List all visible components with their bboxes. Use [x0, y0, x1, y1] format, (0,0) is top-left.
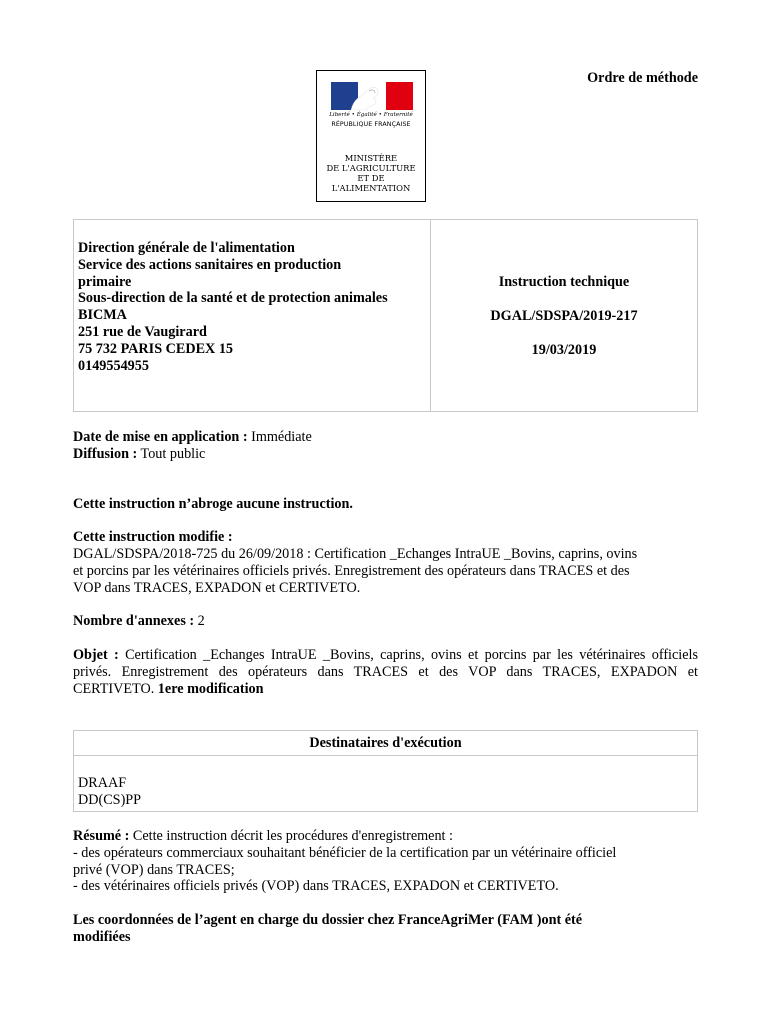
modifie-line: et porcins par les vétérinaires officiels privés. Enregistrement des opérateurs dans TRACES et des	[73, 562, 630, 579]
sender-address	[78, 240, 428, 374]
reference-block	[431, 220, 697, 411]
logo-republic: RÉPUBLIQUE FRANÇAISE	[331, 121, 411, 128]
resume-label: Résumé :	[73, 828, 130, 844]
ministry-line: ET DE	[357, 173, 385, 183]
modifie-line: DGAL/SDSPA/2018-725 du 26/09/2018 : Certification _Echanges IntraUE _Bovins, caprins, ovins	[73, 546, 638, 562]
modifie-text	[73, 546, 698, 596]
document-type: Ordre de méthode	[587, 70, 698, 86]
logo-motto: Liberté • Égalité • Fraternité	[329, 112, 413, 118]
destinataire-item: DD(CS)PP	[78, 791, 142, 808]
sender-line: 75 732 PARIS CEDEX 15	[78, 340, 234, 357]
application-value: Immédiate	[247, 429, 312, 445]
resume-line: - des opérateurs commerciaux souhaitant bénéficier de la certification par un vétérinaire officiel	[73, 844, 617, 861]
destinataire-item: DRAAF	[78, 775, 127, 791]
objet-label: Objet :	[73, 647, 119, 663]
abroge-statement: Cette instruction n’abroge aucune instruction.	[73, 496, 353, 512]
sender-line: Sous-direction de la santé et de protection animales	[78, 290, 388, 307]
objet-text: Certification _Echanges IntraUE _Bovins, caprins, ovins et porcins par les vétérinaires officiels privés. Enregistrement des opérateurs dans TRACES et des VOP dans TRACES, EXPADON et CERTIVETO.	[73, 647, 698, 697]
destinataires-table	[73, 730, 698, 812]
sender-line: primaire	[78, 273, 132, 290]
sender-line: 0149554955	[78, 357, 149, 374]
objet	[73, 647, 698, 697]
instruction-date: 19/03/2019	[531, 342, 597, 358]
diffusion-label: Diffusion :	[73, 446, 138, 462]
resume-line: privé (VOP) dans TRACES;	[73, 861, 235, 878]
objet-suffix: 1ere modification	[154, 680, 264, 697]
logo-ministry	[317, 153, 425, 193]
modifie-label: Cette instruction modifie :	[73, 529, 233, 545]
ministry-line: L'ALIMENTATION	[331, 183, 411, 193]
diffusion-value: Tout public	[137, 446, 206, 462]
ministry-line: MINISTÈRE	[344, 153, 398, 163]
sender-line: Direction générale de l'alimentation	[78, 240, 295, 256]
annexes	[73, 613, 205, 630]
annexes-value: 2	[194, 613, 205, 629]
ministry-line: DE L'AGRICULTURE	[326, 163, 416, 173]
diffusion	[73, 446, 205, 463]
notice-line: Les coordonnées de l’agent en charge du dossier chez FranceAgriMer (FAM )ont été	[73, 912, 583, 928]
fam-notice	[73, 912, 698, 946]
resume-intro-line	[73, 828, 698, 845]
destinataires-title: Destinataires d'exécution	[74, 731, 697, 756]
resume	[73, 828, 698, 895]
marianne-flag-icon	[331, 82, 413, 110]
resume-intro: Cette instruction décrit les procédures d'enregistrement :	[129, 828, 453, 844]
modifie-line: VOP dans TRACES, EXPADON et CERTIVETO.	[73, 579, 361, 596]
application-label: Date de mise en application :	[73, 429, 248, 445]
annexes-label: Nombre d'annexes :	[73, 613, 195, 629]
instruction-type: Instruction technique	[498, 274, 630, 290]
destinataires-list	[78, 775, 141, 809]
sender-line: 251 rue de Vaugirard	[78, 323, 207, 340]
application-date	[73, 429, 312, 446]
instruction-number: DGAL/SDSPA/2019-217	[490, 308, 638, 324]
sender-line: Service des actions sanitaires en production	[78, 256, 342, 273]
resume-line: - des vétérinaires officiels privés (VOP) dans TRACES, EXPADON et CERTIVETO.	[73, 878, 559, 895]
notice-line: modifiées	[73, 928, 131, 945]
ministry-logo	[316, 70, 426, 202]
sender-line: BICMA	[78, 307, 127, 324]
header-table	[73, 219, 698, 412]
